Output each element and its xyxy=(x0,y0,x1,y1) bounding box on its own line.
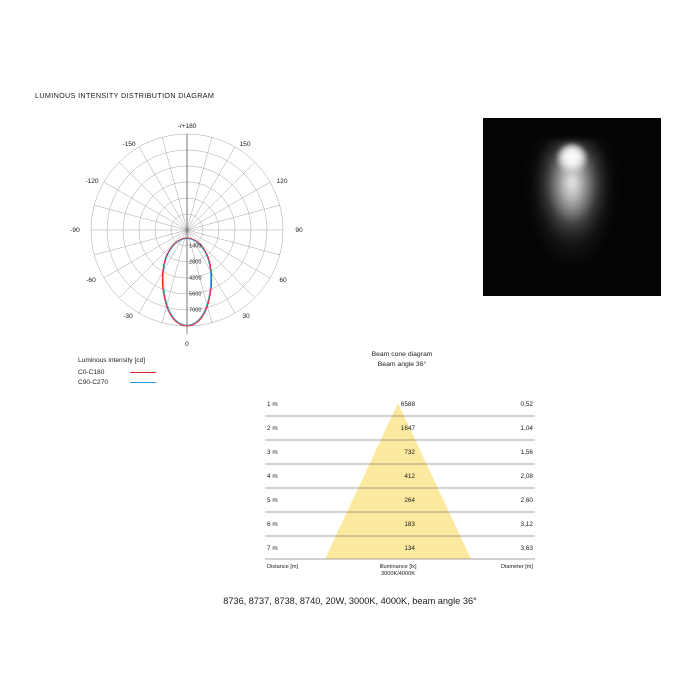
cone-row-diameter: 3,63 xyxy=(520,545,533,552)
beam-core xyxy=(557,144,587,174)
cone-row-distance: 6 m xyxy=(267,521,278,528)
polar-angle-label: 120 xyxy=(276,178,288,185)
cone-row-distance: 4 m xyxy=(267,473,278,480)
polar-angle-label: -30 xyxy=(123,313,133,320)
polar-angle-label: -90 xyxy=(70,227,80,234)
cone-row-diameter: 3,12 xyxy=(520,521,533,528)
cone-row-illuminance: 6588 xyxy=(400,401,415,408)
polar-chart-svg xyxy=(60,120,340,355)
cone-row-illuminance: 1647 xyxy=(400,425,415,432)
cone-header-distance: Distance [m] xyxy=(267,564,299,570)
luminous-intensity-polar-chart xyxy=(60,120,340,355)
polar-radial-label: 5600 xyxy=(189,291,202,298)
cone-row-illuminance: 134 xyxy=(404,545,415,552)
polar-angle-label: -150 xyxy=(122,141,136,148)
polar-angle-label: -/+180 xyxy=(177,123,197,130)
cone-row-diameter: 1,04 xyxy=(520,425,533,432)
polar-legend xyxy=(78,357,156,387)
product-caption: 8736, 8737, 8738, 8740, 20W, 3000K, 4000K, beam angle 36° xyxy=(223,596,477,606)
cone-header-illuminance-line2: 3000K/4000K xyxy=(381,571,415,577)
polar-angle-label: 30 xyxy=(242,313,250,320)
polar-angle-label: 150 xyxy=(239,141,251,148)
cone-row-illuminance: 412 xyxy=(404,473,415,480)
polar-radial-label: 1400 xyxy=(189,243,202,250)
beam-cone-shape xyxy=(325,403,471,559)
beam-cone-title-line2: Beam angle 36° xyxy=(377,360,427,368)
polar-angle-label: 60 xyxy=(279,277,287,284)
legend-item-label: C90-C270 xyxy=(78,378,109,386)
legend-line-icon xyxy=(130,382,156,383)
legend-title: Luminous intensity [cd] xyxy=(78,357,146,364)
polar-radial-labels xyxy=(189,244,201,314)
beam-cone-title-line1: Beam cone diagram xyxy=(371,351,433,358)
legend-item-c0-c180 xyxy=(78,367,156,377)
cone-row-illuminance: 264 xyxy=(404,497,415,504)
cone-row-distance: 2 m xyxy=(267,425,278,432)
legend-item-label: C0-C180 xyxy=(78,368,105,376)
cone-header-diameter: Diameter [m] xyxy=(500,564,533,570)
cone-row-diameter: 0,52 xyxy=(520,401,533,408)
cone-row-distance: 5 m xyxy=(267,497,278,504)
polar-radial-label: 2800 xyxy=(189,259,202,266)
cone-row-distance: 1 m xyxy=(267,401,278,408)
polar-angle-labels xyxy=(70,123,303,348)
beam-cone-diagram xyxy=(265,395,535,580)
cone-row-diameter: 1,56 xyxy=(520,449,533,456)
polar-angle-label: 0 xyxy=(185,341,189,348)
beam-photo xyxy=(483,118,661,296)
cone-row-illuminance: 732 xyxy=(404,449,415,456)
polar-angle-label: -120 xyxy=(85,178,99,185)
cone-row-distance: 7 m xyxy=(267,545,278,552)
polar-angle-label: 90 xyxy=(295,227,303,234)
legend-line-icon xyxy=(130,372,156,373)
beam-cone-svg xyxy=(265,395,535,580)
legend-item-c90-c270 xyxy=(78,377,156,387)
polar-radial-label: 7000 xyxy=(189,307,202,314)
polar-radial-label: 4200 xyxy=(189,275,202,282)
cone-row-illuminance: 183 xyxy=(404,521,415,528)
beam-cone-column-headers xyxy=(267,564,533,577)
cone-row-diameter: 2,08 xyxy=(520,473,533,480)
page-title: LUMINOUS INTENSITY DISTRIBUTION DIAGRAM xyxy=(35,91,215,100)
beam-cone-title xyxy=(268,350,536,369)
cone-row-diameter: 2,60 xyxy=(520,497,533,504)
cone-header-illuminance-line1: Illuminance [lx] xyxy=(379,564,417,570)
polar-angle-label: -60 xyxy=(86,277,96,284)
cone-row-distance: 3 m xyxy=(267,449,278,456)
